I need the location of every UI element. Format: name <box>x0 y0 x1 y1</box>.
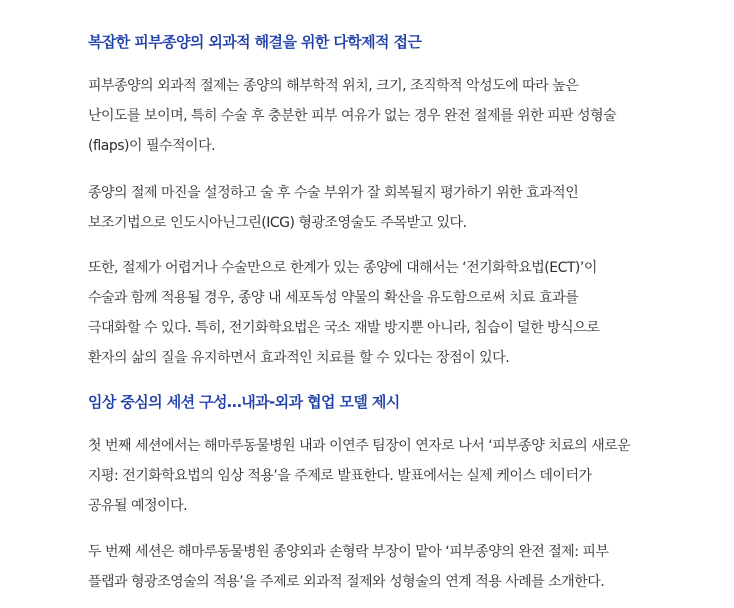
text-line: 플랩과 형광조영술의 적용’을 주제로 외과적 절제와 성형술의 연계 적용 사례를 소개한다. <box>88 574 605 590</box>
text-line: 난이도를 보이며, 특히 수술 후 충분한 피부 여유가 없는 경우 완전 절제를 위한 피판 성형술 <box>88 108 617 124</box>
text-line: 환자의 삶의 질을 유지하면서 효과적인 치료를 할 수 있다는 장점이 있다. <box>88 350 510 366</box>
text-line: 극대화할 수 있다. 특히, 전기화학요법은 국소 재발 방지뿐 아니라, 침습이 덜한 방식으로 <box>88 320 600 336</box>
text-line: 지평: 전기화학요법의 임상 적용’을 주제로 발표한다. 발표에서는 실제 케이스 데이터가 <box>88 468 592 484</box>
section-heading: 임상 중심의 세션 구성…내과-외과 협업 모델 제시 <box>88 393 400 411</box>
text-line: 공유될 예정이다. <box>88 498 188 514</box>
paragraph <box>88 178 578 238</box>
text-line: 또한, 절제가 어렵거나 수술만으로 한계가 있는 종양에 대해서는 ‘전기화학요법(ECT)’이 <box>88 260 597 276</box>
text-line: 수술과 함께 적용될 경우, 종양 내 세포독성 약물의 확산을 유도함으로써 치료 효과를 <box>88 290 579 306</box>
text-line: 보조기법으로 인도시아닌그린(ICG) 형광조영술도 주목받고 있다. <box>88 215 467 231</box>
text-line: 피부종양의 외과적 절제는 종양의 해부학적 위치, 크기, 조직학적 악성도에 따라 높은 <box>88 78 579 94</box>
text-line: 두 번째 세션은 해마루동물병원 종양외과 손형락 부장이 맡아 ‘피부종양의 완전 절제: 피부 <box>88 544 609 560</box>
text-line: 첫 번째 세션에서는 해마루동물병원 내과 이연주 팀장이 연자로 나서 ‘피부종양 치료의 새로운 <box>88 438 631 454</box>
paragraph <box>88 431 630 521</box>
section-heading: 복잡한 피부종양의 외과적 해결을 위한 다학제적 접근 <box>88 33 422 51</box>
text-line: (flaps)이 필수적이다. <box>88 138 216 154</box>
paragraph <box>88 71 616 161</box>
paragraph <box>88 537 608 597</box>
paragraph <box>88 253 599 373</box>
text-line: 종양의 절제 마진을 설정하고 술 후 수술 부위가 잘 회복될지 평가하기 위한 효과적인 <box>88 185 579 201</box>
